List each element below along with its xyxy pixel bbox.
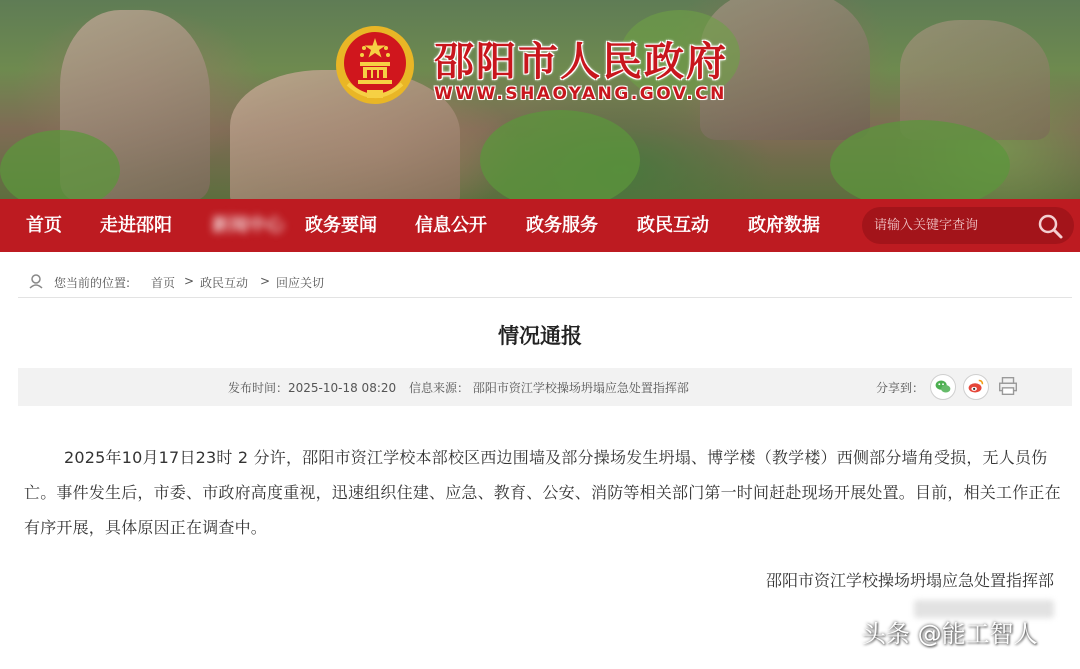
nav-item-news[interactable]: 新闻中心	[212, 215, 284, 236]
weibo-icon[interactable]	[963, 374, 989, 400]
location-icon	[28, 273, 44, 289]
share-label: 分享到：	[876, 381, 925, 395]
nav-item-government-news[interactable]: 政务要闻	[305, 215, 377, 236]
nav-item-public-interaction[interactable]: 政民互动	[637, 215, 709, 236]
wechat-icon[interactable]	[930, 374, 956, 400]
nav-item-information-disclosure[interactable]: 信息公开	[415, 215, 487, 236]
nav-item-government-services[interactable]: 政务服务	[526, 215, 598, 236]
header-banner	[0, 0, 1080, 199]
national-emblem-icon[interactable]	[334, 24, 416, 106]
breadcrumb-item-public-interaction[interactable]: 政民互动	[200, 276, 249, 290]
site-url[interactable]: WWW.SHAOYANG.GOV.CN	[434, 84, 727, 104]
breadcrumb-item-home[interactable]: 首页	[151, 276, 176, 290]
article-title: 情况通报	[498, 324, 582, 348]
publish-time: 发布时间：2025-10-18 08:20	[228, 381, 397, 395]
breadcrumb-prefix: 您当前的位置:	[54, 276, 131, 290]
info-source: 信息来源： 邵阳市资江学校操场坍塌应急处置指挥部	[409, 381, 689, 395]
breadcrumb	[18, 265, 1072, 298]
breadcrumb-item-responses[interactable]: 回应关切	[276, 276, 325, 290]
article-meta-bar	[18, 368, 1072, 406]
site-title[interactable]: 邵阳市人民政府	[434, 38, 728, 85]
print-icon[interactable]	[996, 374, 1022, 400]
search-icon[interactable]	[1036, 212, 1064, 240]
search-box	[862, 207, 1074, 244]
article-body: 2025年10月17日23时 2 分许，邵阳市资江学校本部校区西边围墙及部分操场发生坍塌、博学楼（教学楼）西侧部分墙角受损，无人员伤亡。事件发生后，市委、市政府高度重视，迅速组织住建、应急、教育、公安、消防等相关部门第一时间赶赴现场开展处置。目前，相关工作正在有序开展，具体原因正在调查中。	[24, 448, 1061, 537]
nav-item-about-shaoyang[interactable]: 走进邵阳	[100, 215, 172, 236]
article-signature: 邵阳市资江学校操场坍塌应急处置指挥部	[765, 571, 1054, 590]
nav-item-home[interactable]: 首页	[26, 215, 62, 236]
banner-scenery	[480, 110, 640, 199]
nav-item-government-data[interactable]: 政府数据	[748, 215, 820, 236]
search-input[interactable]	[874, 207, 1034, 244]
breadcrumb-separator: >	[260, 274, 271, 288]
watermark: 头条 @能工智人	[862, 620, 1038, 648]
breadcrumb-separator: >	[184, 274, 195, 288]
